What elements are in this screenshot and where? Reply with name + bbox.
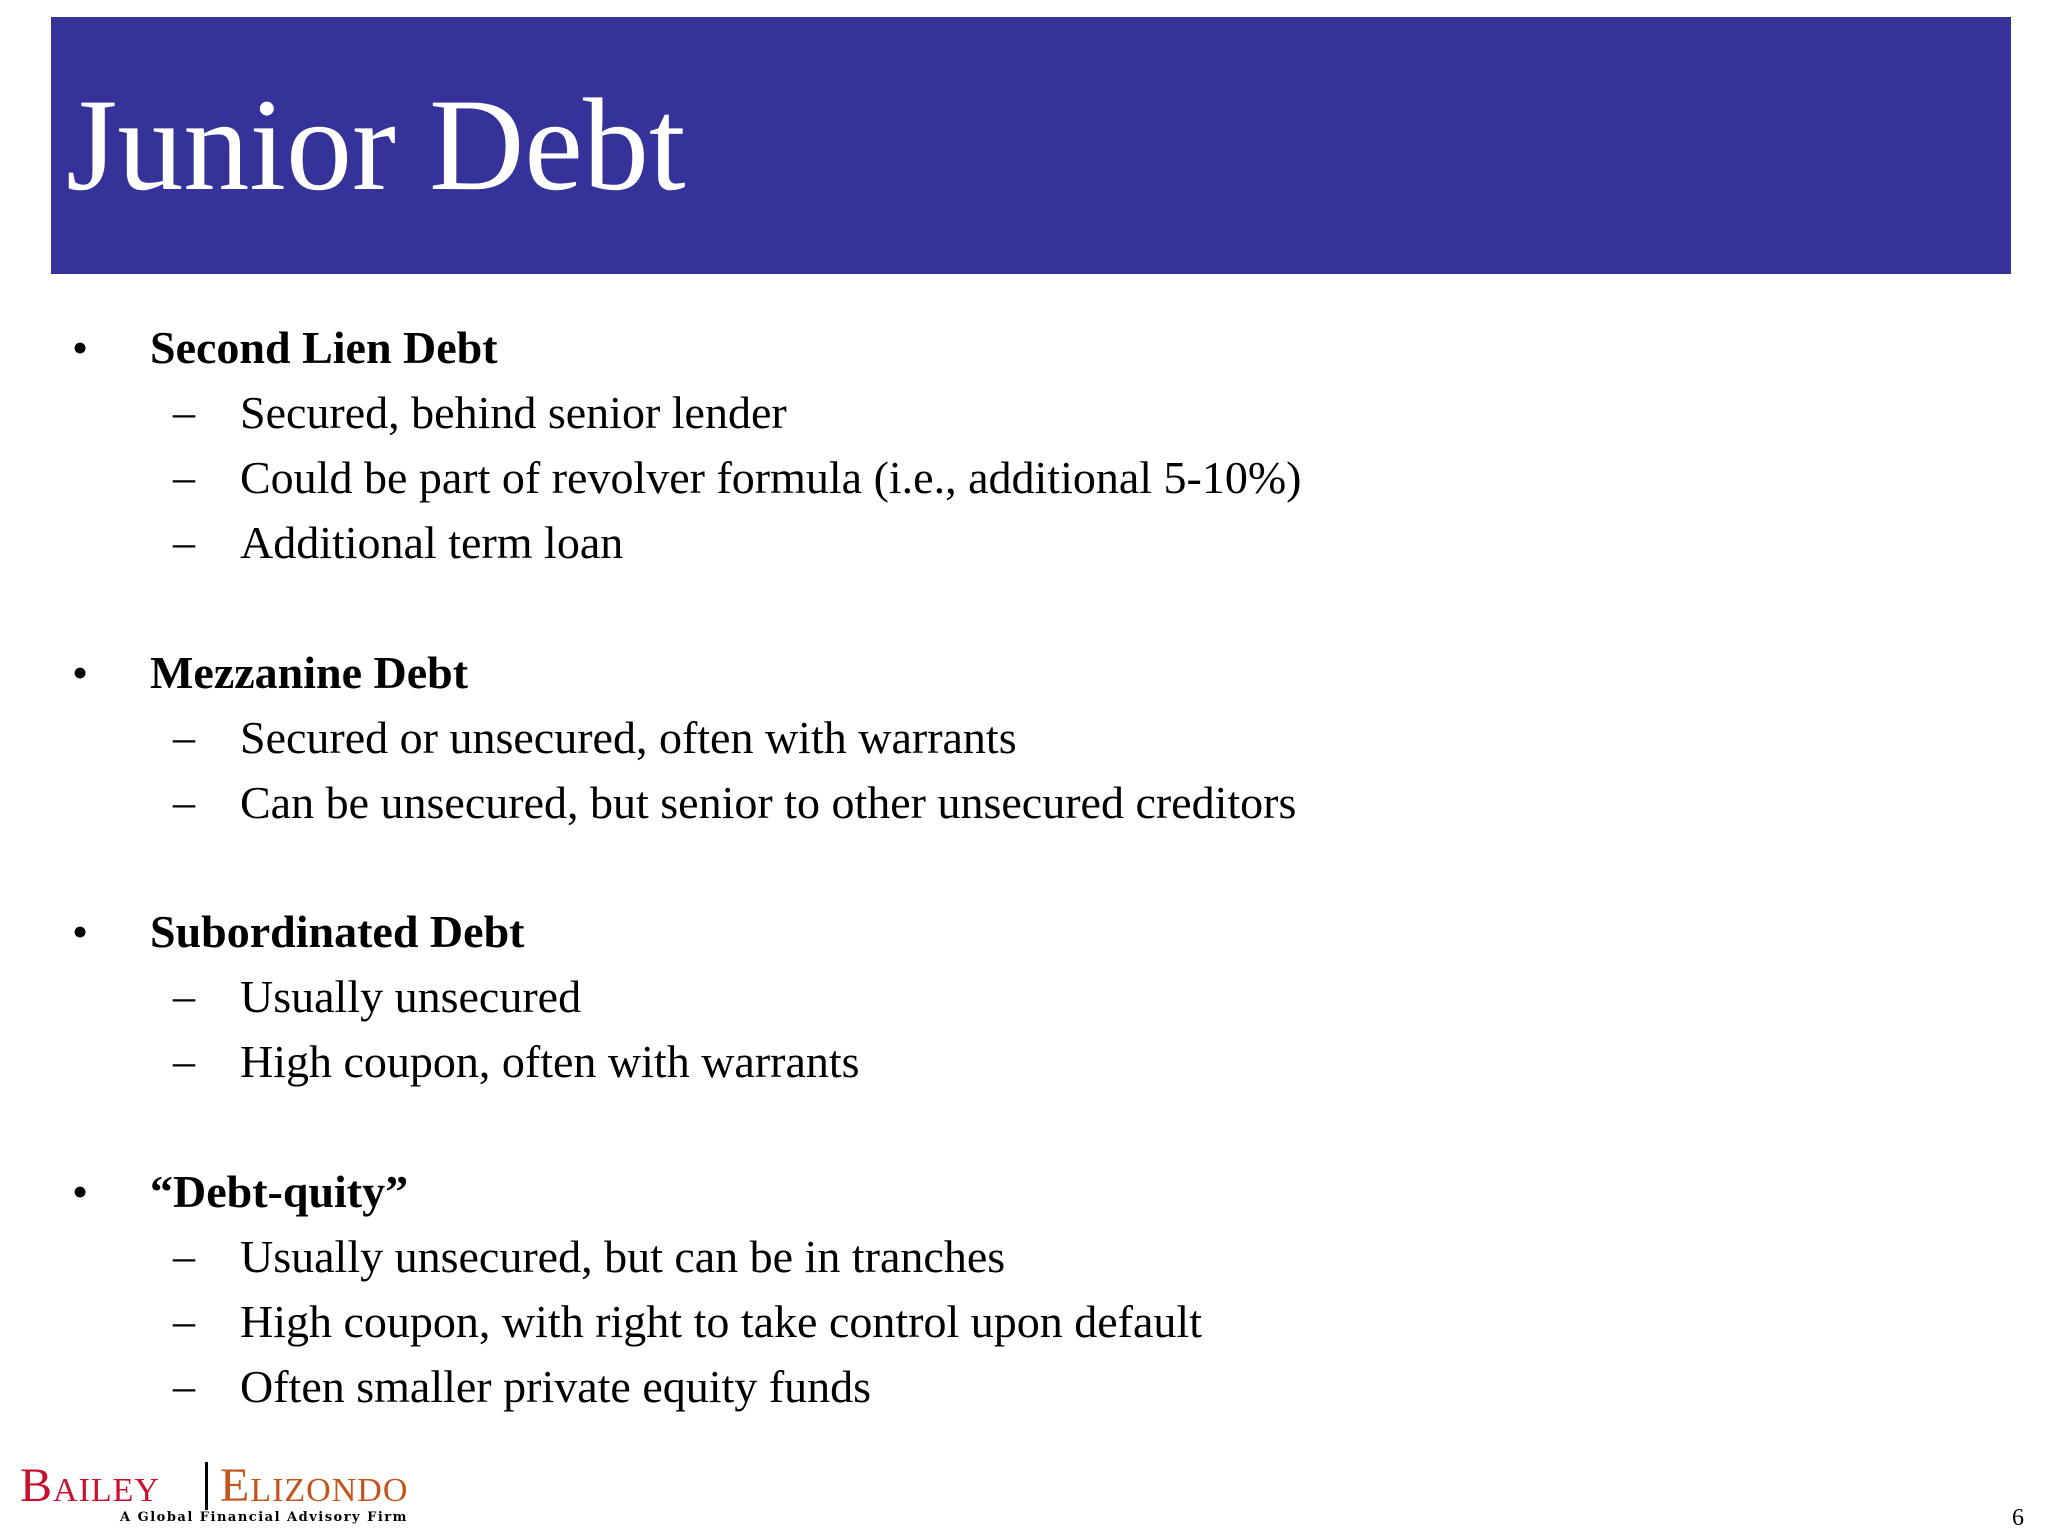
- logo-name-right: Elizondo: [220, 1459, 409, 1512]
- list-item-text: High coupon, with right to take control upon default: [240, 1296, 1202, 1347]
- list-item-text: High coupon, often with warrants: [240, 1036, 860, 1087]
- section-heading: “Debt-quity”: [150, 1166, 409, 1217]
- list-item-text: Secured, behind senior lender: [240, 387, 787, 438]
- dash-icon: –: [173, 713, 195, 762]
- bullet-icon: •: [72, 906, 89, 957]
- company-logo: [20, 1458, 490, 1528]
- bullet-icon: •: [72, 647, 89, 698]
- dash-icon: –: [173, 518, 195, 567]
- logo-divider: [205, 1462, 208, 1510]
- dash-icon: –: [173, 1362, 195, 1411]
- section-heading: Second Lien Debt: [150, 322, 498, 373]
- dash-icon: –: [173, 778, 195, 827]
- dash-icon: –: [173, 972, 195, 1021]
- list-item-text: Secured or unsecured, often with warrants: [240, 712, 1017, 763]
- dash-icon: –: [173, 388, 195, 437]
- bullet-icon: •: [72, 322, 89, 373]
- list-item-text: Could be part of revolver formula (i.e., additional 5-10%): [240, 452, 1302, 503]
- list-item-text: Usually unsecured: [240, 971, 582, 1022]
- dash-icon: –: [173, 1232, 195, 1281]
- page-number: 6: [2012, 1505, 2024, 1531]
- logo-name-left: Bailey: [20, 1459, 160, 1512]
- list-item-text: Often smaller private equity funds: [240, 1361, 872, 1412]
- bullet-icon: •: [72, 1166, 89, 1217]
- section-heading: Mezzanine Debt: [150, 647, 469, 698]
- list-item-text: Additional term loan: [240, 517, 624, 568]
- dash-icon: –: [173, 1297, 195, 1346]
- section-heading: Subordinated Debt: [150, 906, 525, 957]
- slide-title: Junior Debt: [66, 71, 686, 218]
- dash-icon: –: [173, 1037, 195, 1086]
- list-item-text: Usually unsecured, but can be in tranches: [240, 1231, 1006, 1282]
- list-item-text: Can be unsecured, but senior to other unsecured creditors: [240, 777, 1297, 828]
- dash-icon: –: [173, 453, 195, 502]
- logo-tagline: A Global Financial Advisory Firm: [120, 1510, 408, 1525]
